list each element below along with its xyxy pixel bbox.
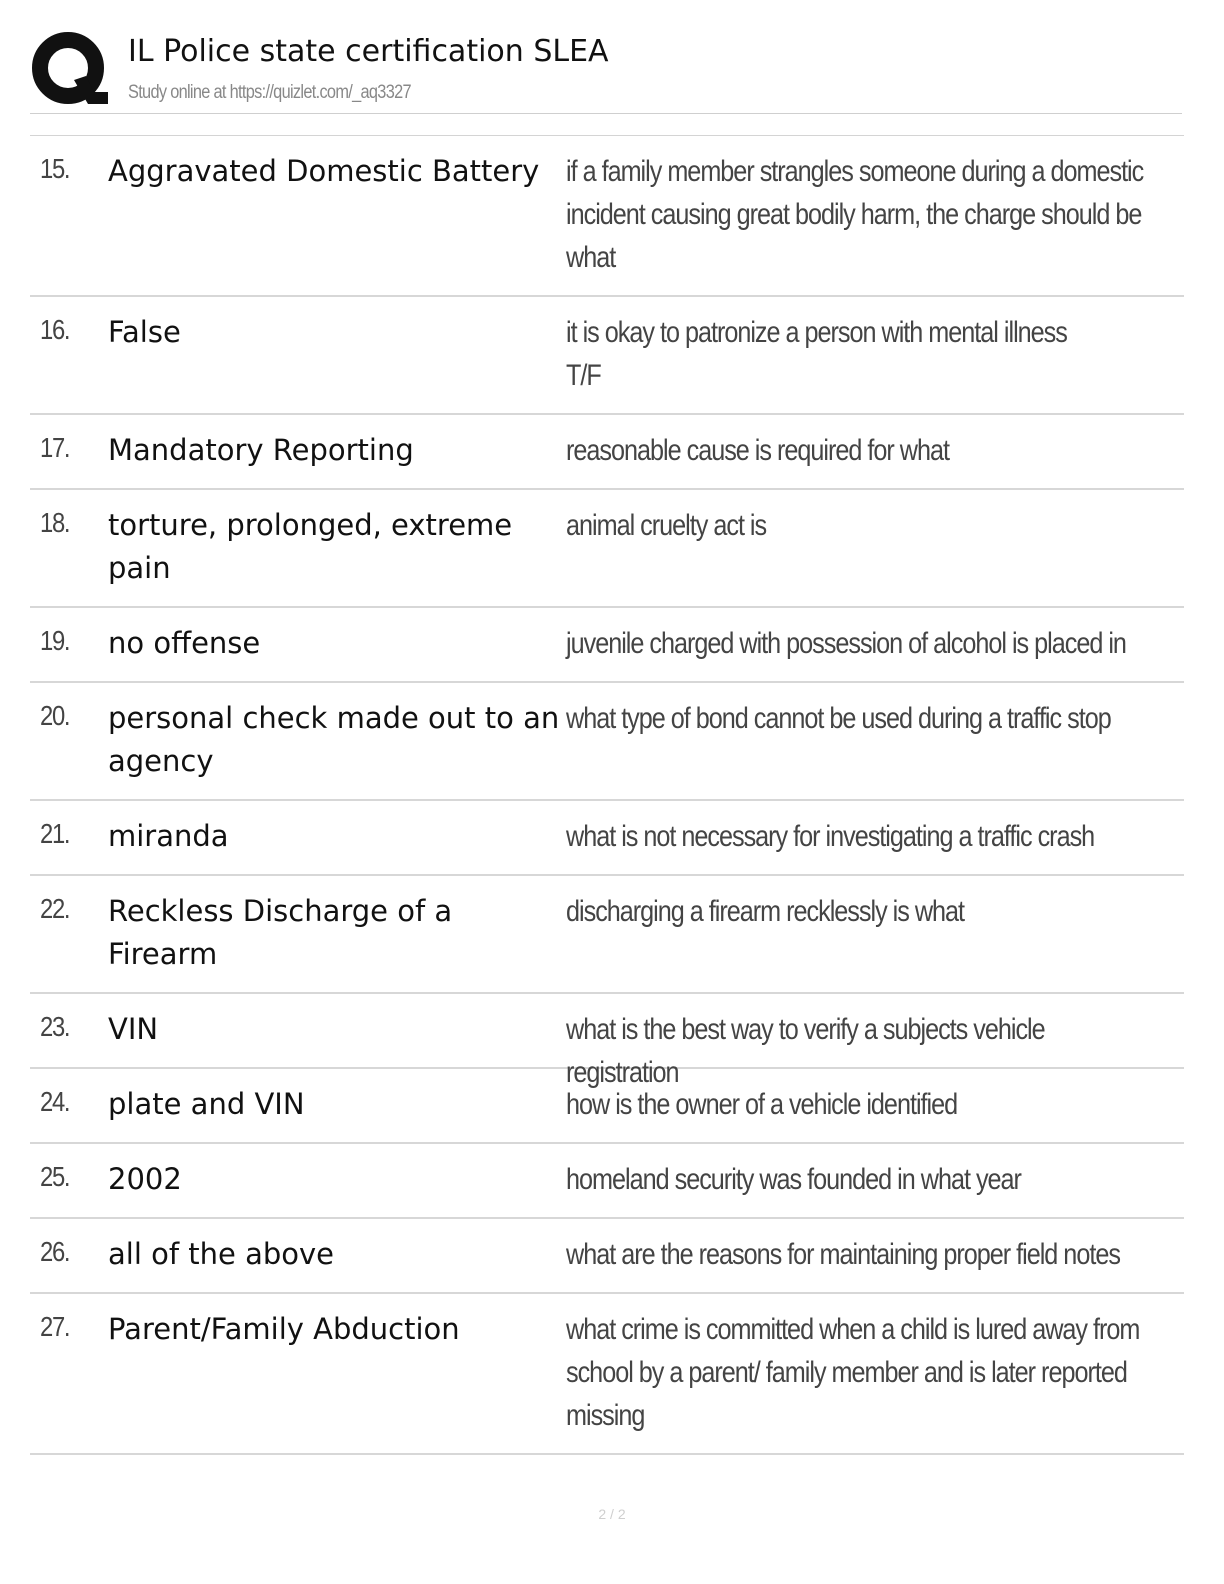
flashcard-row [30, 1069, 1184, 1144]
flashcard-row [30, 801, 1184, 876]
card-term: 2002 [108, 1162, 182, 1196]
flashcard-row [30, 683, 1184, 801]
flashcard-list [30, 135, 1184, 1455]
flashcard-row [30, 297, 1184, 415]
card-number: 22. [40, 893, 70, 924]
card-term: miranda [108, 819, 229, 853]
card-term: Mandatory Reporting [108, 433, 414, 467]
flashcard-row [30, 876, 1184, 994]
card-definition: discharging a firearm recklessly is what [566, 895, 965, 928]
card-number: 23. [40, 1011, 70, 1042]
quizlet-q-logo-icon [30, 30, 110, 110]
card-definition: homeland security was founded in what year [566, 1163, 1021, 1196]
card-term: VIN [108, 1012, 159, 1046]
card-definition: reasonable cause is required for what [566, 434, 949, 467]
card-definition: animal cruelty act is [566, 509, 767, 542]
card-definition: it is okay to patronize a person with mental illness T/F [566, 316, 1067, 392]
header-divider [30, 113, 1182, 114]
card-number: 25. [40, 1161, 70, 1192]
card-term: all of the above [108, 1237, 335, 1271]
flashcard-row [30, 1144, 1184, 1219]
card-number: 18. [40, 507, 70, 538]
flashcard-row [30, 415, 1184, 490]
card-definition: what is not necessary for investigating a traffic crash [566, 820, 1095, 853]
card-term: torture, prolonged, extreme pain [108, 508, 513, 585]
study-online-link[interactable]: Study online at https://quizlet.com/_aq3327 [128, 82, 411, 103]
card-definition: what crime is committed when a child is lured away from school by a parent/ family member and is later reported missing [566, 1313, 1140, 1432]
card-term: Reckless Discharge of a Firearm [108, 894, 453, 971]
card-number: 16. [40, 314, 70, 345]
page-title: IL Police state certification SLEA [128, 34, 609, 69]
card-term: personal check made out to an agency [108, 701, 560, 778]
page-number: 2 / 2 [598, 1506, 626, 1522]
flashcard-row [30, 1219, 1184, 1294]
card-definition: what type of bond cannot be used during a traffic stop [566, 702, 1111, 735]
flashcard-row [30, 136, 1184, 297]
card-term: Parent/Family Abduction [108, 1312, 460, 1346]
card-definition: if a family member strangles someone during a domestic incident causing great bodily harm, the charge should be what [566, 155, 1144, 274]
flashcard-row [30, 994, 1184, 1089]
card-definition: what are the reasons for maintaining proper field notes [566, 1238, 1120, 1271]
card-term: Aggravated Domestic Battery [108, 154, 540, 188]
card-number: 20. [40, 700, 70, 731]
card-number: 26. [40, 1236, 70, 1267]
card-number: 15. [40, 153, 70, 184]
card-definition: juvenile charged with possession of alcohol is placed in [566, 627, 1126, 660]
card-term: no offense [108, 626, 261, 660]
card-number: 27. [40, 1311, 70, 1342]
card-term: plate and VIN [108, 1087, 305, 1121]
card-definition: what is the best way to verify a subjects vehicle registration [566, 1013, 1045, 1089]
card-number: 19. [40, 625, 70, 656]
card-number: 17. [40, 432, 70, 463]
flashcard-row [30, 608, 1184, 683]
card-term: False [108, 315, 181, 349]
document-header [30, 28, 1184, 114]
card-number: 24. [40, 1086, 70, 1117]
flashcard-row [30, 490, 1184, 608]
flashcard-row [30, 1294, 1184, 1455]
card-number: 21. [40, 818, 70, 849]
card-definition: how is the owner of a vehicle identified [566, 1088, 958, 1121]
